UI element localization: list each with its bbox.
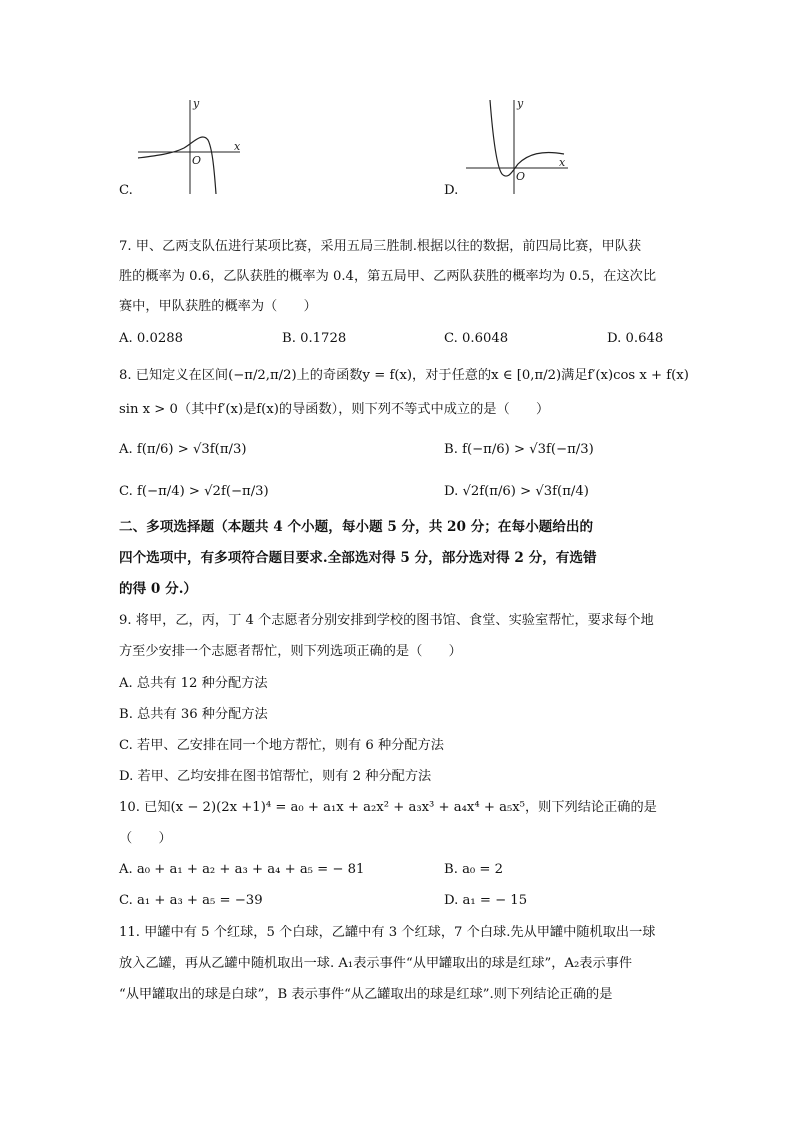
q9-option-c: C. 若甲、乙安排在同一个地方帮忙，则有 6 种分配方法 [119, 738, 444, 753]
q9-option-b: B. 总共有 36 种分配方法 [119, 707, 268, 722]
graph-d-curve [490, 100, 564, 176]
q10-option-c: C. a₁ + a₃ + a₅ = −39 [119, 893, 263, 908]
graph-d-x-label: x [559, 156, 566, 169]
q7-option-b: B. 0.1728 [282, 331, 347, 346]
q8-line-2: sin x > 0（其中f′(x)是f(x)的导函数），则下列不等式中成立的是（ ） [119, 402, 550, 417]
section-2-heading-line-1: 二、多项选择题（本题共 4 个小题，每小题 5 分，共 20 分；在每小题给出的 [119, 519, 594, 535]
q10-line-2: （ ） [119, 831, 172, 846]
q11-line-3: “从甲罐取出的球是白球”，B 表示事件“从乙罐取出的球是红球”.则下列结论正确的是 [119, 987, 613, 1002]
graph-c [134, 96, 254, 196]
q9-line-2: 方至少安排一个志愿者帮忙，则下列选项正确的是（ ） [119, 644, 462, 659]
graph-c-y-label: y [193, 97, 200, 110]
q10-line-1: 10. 已知(x − 2)(2x +1)⁴ = a₀ + a₁x + a₂x² + a₃x³ + a₄x⁴ + a₅x⁵，则下列结论正确的是 [119, 800, 657, 815]
q9-option-a: A. 总共有 12 种分配方法 [119, 676, 268, 691]
section-2-heading-line-2: 四个选项中，有多项符合题目要求.全部选对得 5 分，部分选对得 2 分，有选错 [119, 550, 597, 566]
q8-option-c: C. f(−π/4) > √2f(−π/3) [119, 484, 269, 499]
q11-line-2: 放入乙罐，再从乙罐中随机取出一球. A₁表示事件“从甲罐取出的球是红球”，A₂表示事件 [119, 956, 633, 971]
graph-c-x-label: x [234, 140, 241, 153]
graph-c-curve [138, 137, 216, 194]
q10-option-d: D. a₁ = − 15 [444, 893, 528, 908]
q9-option-d: D. 若甲、乙均安排在图书馆帮忙，则有 2 种分配方法 [119, 769, 432, 784]
section-2-heading-line-3: 的得 0 分.） [119, 581, 198, 597]
q9-line-1: 9. 将甲，乙，丙，丁 4 个志愿者分别安排到学校的图书馆、食堂、实验室帮忙，要求每个地 [119, 613, 654, 628]
q7-option-c: C. 0.6048 [444, 331, 509, 346]
graph-d-origin: O [516, 170, 526, 183]
q7-option-d: D. 0.648 [607, 331, 664, 346]
q7-line-3: 赛中，甲队获胜的概率为（ ） [119, 299, 317, 314]
graph-c-label: C. [119, 183, 133, 198]
q10-option-a: A. a₀ + a₁ + a₂ + a₃ + a₄ + a₅ = − 81 [119, 862, 365, 877]
q7-line-1: 7. 甲、乙两支队伍进行某项比赛，采用五局三胜制.根据以往的数据，前四局比赛，甲队获 [119, 239, 642, 254]
graph-d [462, 96, 582, 196]
q10-option-b: B. a₀ = 2 [444, 862, 504, 877]
graph-c-origin: O [192, 154, 202, 167]
q7-option-a: A. 0.0288 [119, 331, 184, 346]
q8-line-1: 8. 已知定义在区间(−π/2,π/2)上的奇函数y = f(x)，对于任意的x ∈ [0,π/2)满足f′(x)cos x + f(x) [119, 368, 689, 383]
q8-option-b: B. f(−π/6) > √3f(−π/3) [444, 442, 594, 457]
q8-option-a: A. f(π/6) > √3f(π/3) [119, 442, 247, 457]
q11-line-1: 11. 甲罐中有 5 个红球，5 个白球，乙罐中有 3 个红球，7 个白球.先从甲罐中随机取出一球 [119, 925, 656, 940]
q7-line-2: 胜的概率为 0.6，乙队获胜的概率为 0.4，第五局甲、乙两队获胜的概率均为 0.5，在这次比 [119, 269, 657, 284]
q8-option-d: D. √2f(π/6) > √3f(π/4) [444, 484, 589, 499]
graph-d-label: D. [444, 183, 459, 198]
graph-d-y-label: y [517, 97, 524, 110]
